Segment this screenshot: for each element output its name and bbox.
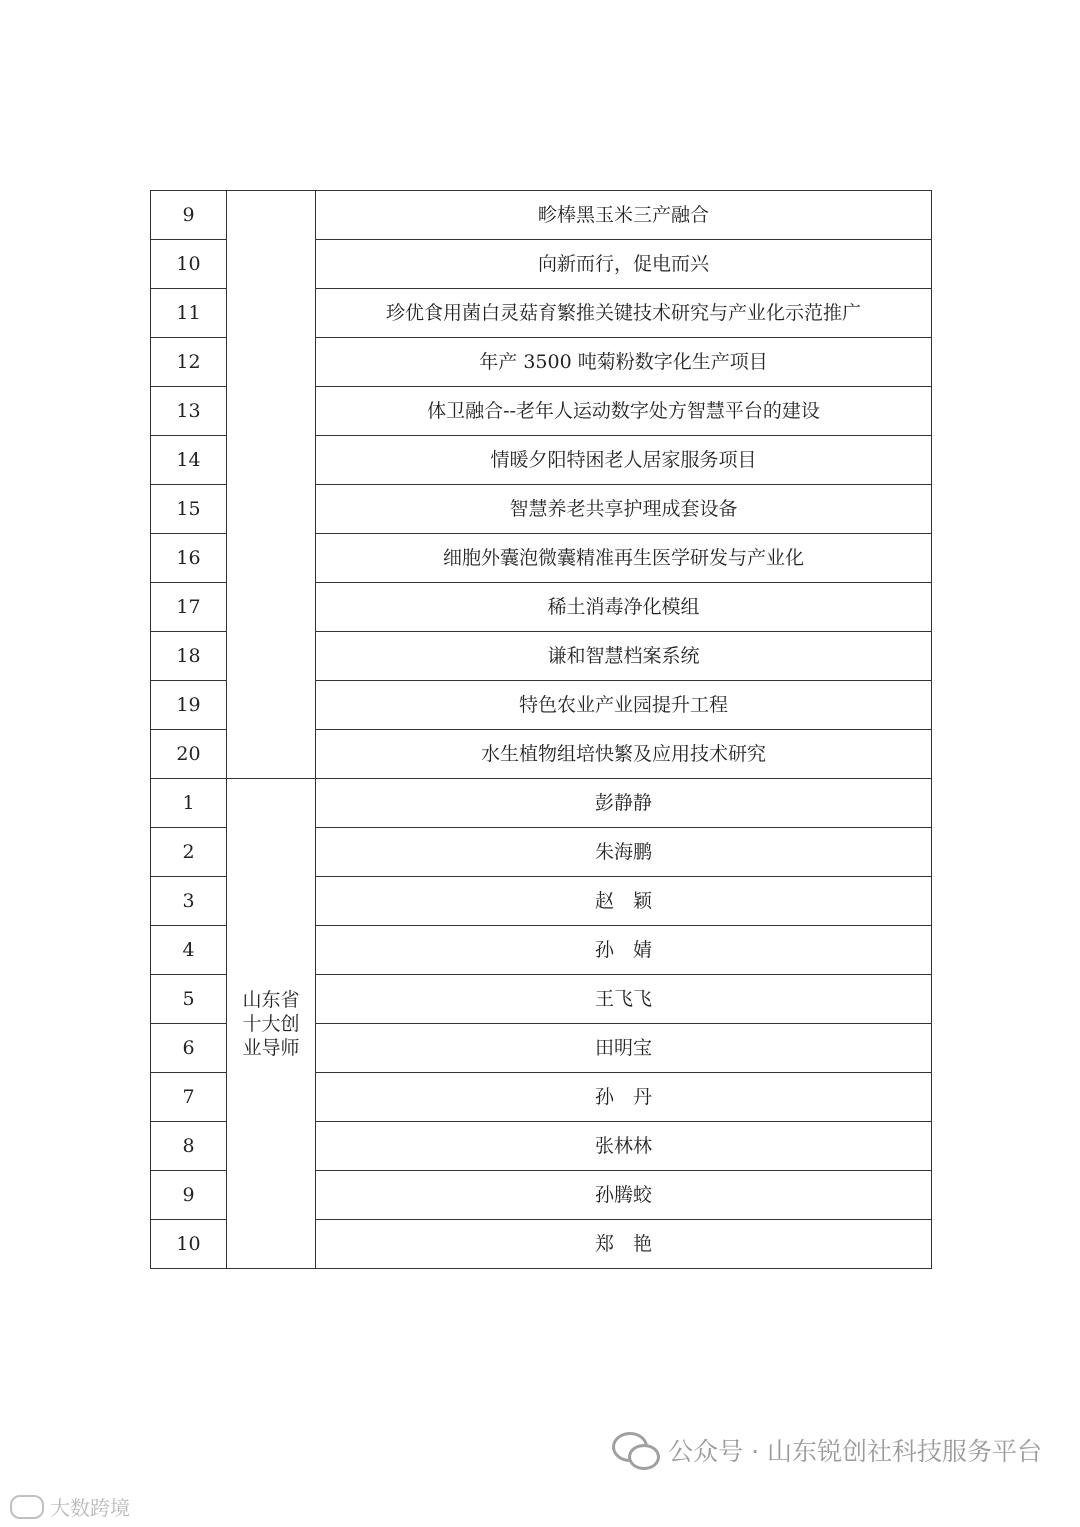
corner-watermark [10, 1492, 130, 1521]
logo-icon [10, 1495, 44, 1519]
project-name: 特色农业产业园提升工程 [316, 681, 932, 730]
table-row [151, 191, 932, 240]
mentor-name: 田明宝 [316, 1024, 932, 1073]
mentor-name: 孙 丹 [316, 1073, 932, 1122]
mentor-name: 王飞飞 [316, 975, 932, 1024]
mentor-name: 彭静静 [316, 779, 932, 828]
project-name: 谦和智慧档案系统 [316, 632, 932, 681]
row-number: 7 [151, 1073, 227, 1122]
row-number: 9 [151, 191, 227, 240]
project-name: 体卫融合--老年人运动数字处方智慧平台的建设 [316, 387, 932, 436]
row-number: 19 [151, 681, 227, 730]
row-number: 14 [151, 436, 227, 485]
table-body [151, 191, 932, 1269]
row-number: 4 [151, 926, 227, 975]
mentor-name: 朱海鹏 [316, 828, 932, 877]
row-number: 13 [151, 387, 227, 436]
category-cell-projects [227, 191, 316, 779]
row-number: 12 [151, 338, 227, 387]
row-number: 6 [151, 1024, 227, 1073]
category-label-line: 山东省 [242, 988, 300, 1011]
mentor-name: 孙 婧 [316, 926, 932, 975]
row-number: 10 [151, 240, 227, 289]
corner-watermark-text: 大数跨境 [50, 1496, 130, 1520]
project-name: 智慧养老共享护理成套设备 [316, 485, 932, 534]
mentor-name: 张林林 [316, 1122, 932, 1171]
watermark-text: 公众号 · 山东锐创社科技服务平台 [668, 1437, 1042, 1466]
table-row [151, 779, 932, 828]
wechat-icon [612, 1432, 658, 1468]
watermark [612, 1430, 1042, 1470]
row-number: 10 [151, 1220, 227, 1269]
row-number: 8 [151, 1122, 227, 1171]
project-name: 水生植物组培快繁及应用技术研究 [316, 730, 932, 779]
mentor-name: 赵 颖 [316, 877, 932, 926]
row-number: 20 [151, 730, 227, 779]
mentor-name: 郑 艳 [316, 1220, 932, 1269]
project-name: 细胞外囊泡微囊精准再生医学研发与产业化 [316, 534, 932, 583]
document-table [150, 190, 932, 1269]
row-number: 5 [151, 975, 227, 1024]
project-name: 年产 3500 吨菊粉数字化生产项目 [316, 338, 932, 387]
row-number: 18 [151, 632, 227, 681]
row-number: 11 [151, 289, 227, 338]
category-cell-mentors [227, 779, 316, 1269]
project-name: 情暖夕阳特困老人居家服务项目 [316, 436, 932, 485]
project-name: 畛棒黑玉米三产融合 [316, 191, 932, 240]
project-name: 稀土消毒净化模组 [316, 583, 932, 632]
row-number: 2 [151, 828, 227, 877]
row-number: 1 [151, 779, 227, 828]
project-name: 珍优食用菌白灵菇育繁推关键技术研究与产业化示范推广 [316, 289, 932, 338]
project-name: 向新而行，促电而兴 [316, 240, 932, 289]
mentor-name: 孙腾蛟 [316, 1171, 932, 1220]
row-number: 3 [151, 877, 227, 926]
row-number: 9 [151, 1171, 227, 1220]
row-number: 16 [151, 534, 227, 583]
row-number: 17 [151, 583, 227, 632]
category-label-line: 十大创 [242, 1012, 300, 1035]
row-number: 15 [151, 485, 227, 534]
category-label-line: 业导师 [242, 1036, 300, 1059]
